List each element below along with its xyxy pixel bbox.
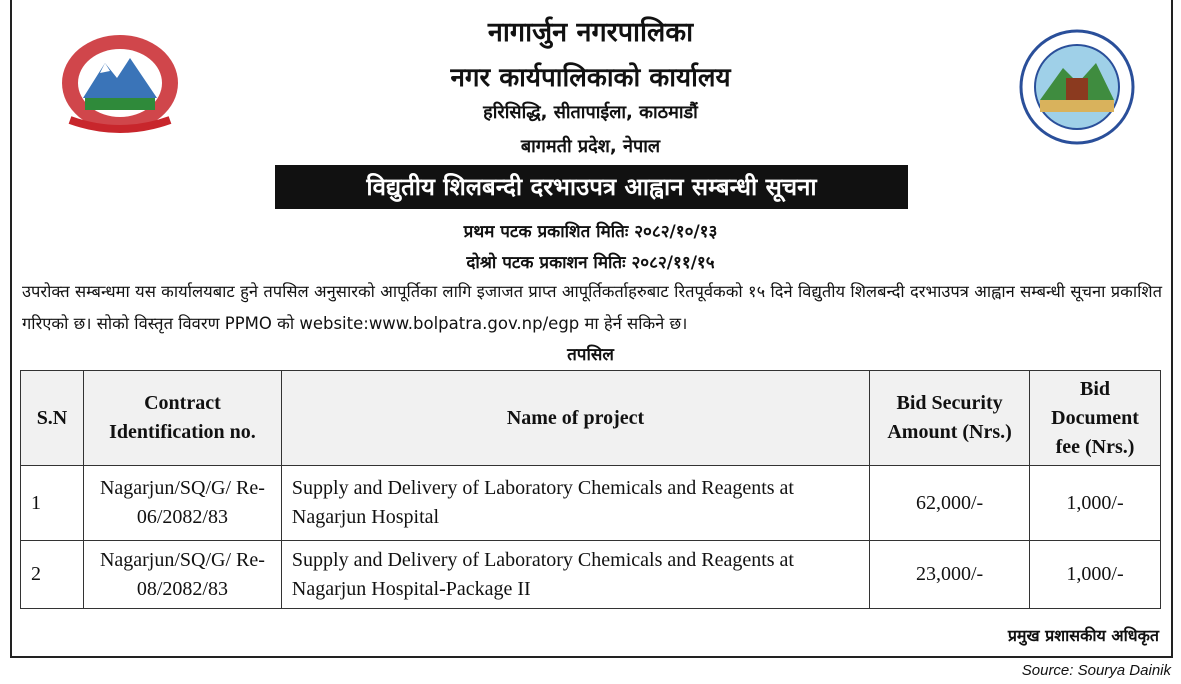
table-title: तपसिल: [567, 345, 614, 365]
province: बागमती प्रदेश, नेपाल: [520, 136, 661, 157]
header-project-name: Name of project: [281, 371, 869, 466]
cell-contract-id: Nagarjun/SQ/G/ Re-08/2082/83: [83, 541, 281, 609]
source-credit: Source: Sourya Dainik: [1021, 662, 1171, 679]
cell-bid-security: 23,000/-: [870, 541, 1030, 609]
municipality-name: नागार्जुन नगरपालिका: [487, 17, 694, 48]
first-publish-date: प्रथम पटक प्रकाशित मितिः २०८२/१०/१३: [463, 222, 718, 242]
notice-paragraph: उपरोक्त सम्बन्धमा यस कार्यालयबाट हुने तपसिल अनुसारको आपूर्तिका लागि इजाजत प्राप्त आपूर्तिकर्ताहरुबाट रितपूर्वकको १५ दिने विद्युतीय शिलबन्दी दरभाउपत्र आह्वान सम्बन्धी सूचना प्रकाशित गरिएको छ। सोको विस्तृत विवरण PPMO को website:www.bolpatra.gov.np/egp मा हेर्न सकिने छ।: [22, 282, 1162, 333]
header-bid-security: Bid Security Amount (Nrs.): [870, 371, 1030, 466]
header-contract-id: Contract Identification no.: [83, 371, 281, 466]
cell-sn: 2: [21, 541, 84, 609]
office-name: नगर कार्यपालिकाको कार्यालय: [450, 63, 731, 93]
signatory-title: प्रमुख प्रशासकीय अधिकृत: [1007, 626, 1159, 645]
table-header-row: [21, 371, 1161, 466]
office-address: हरिसिद्धि, सीतापाईला, काठमाडौं: [483, 102, 698, 123]
cell-sn: 1: [21, 466, 84, 541]
cell-document-fee: 1,000/-: [1030, 541, 1161, 609]
table-row: [21, 541, 1161, 609]
cell-contract-id: Nagarjun/SQ/G/ Re-06/2082/83: [83, 466, 281, 541]
cell-bid-security: 62,000/-: [870, 466, 1030, 541]
header-sn: S.N: [21, 371, 84, 466]
cell-project-name: Supply and Delivery of Laboratory Chemicals and Reagents at Nagarjun Hospital-Package II: [281, 541, 869, 609]
second-publish-date: दोश्रो पटक प्रकाशन मितिः २०८२/११/१५: [466, 253, 715, 273]
cell-project-name: Supply and Delivery of Laboratory Chemicals and Reagents at Nagarjun Hospital: [281, 466, 869, 541]
cell-document-fee: 1,000/-: [1030, 466, 1161, 541]
table-row: [21, 466, 1161, 541]
notice-title-banner: विद्युतीय शिलबन्दी दरभाउपत्र आह्वान सम्बन्धी सूचना: [275, 165, 908, 209]
bid-table: [20, 370, 1161, 609]
header-document-fee: Bid Document fee (Nrs.): [1030, 371, 1161, 466]
